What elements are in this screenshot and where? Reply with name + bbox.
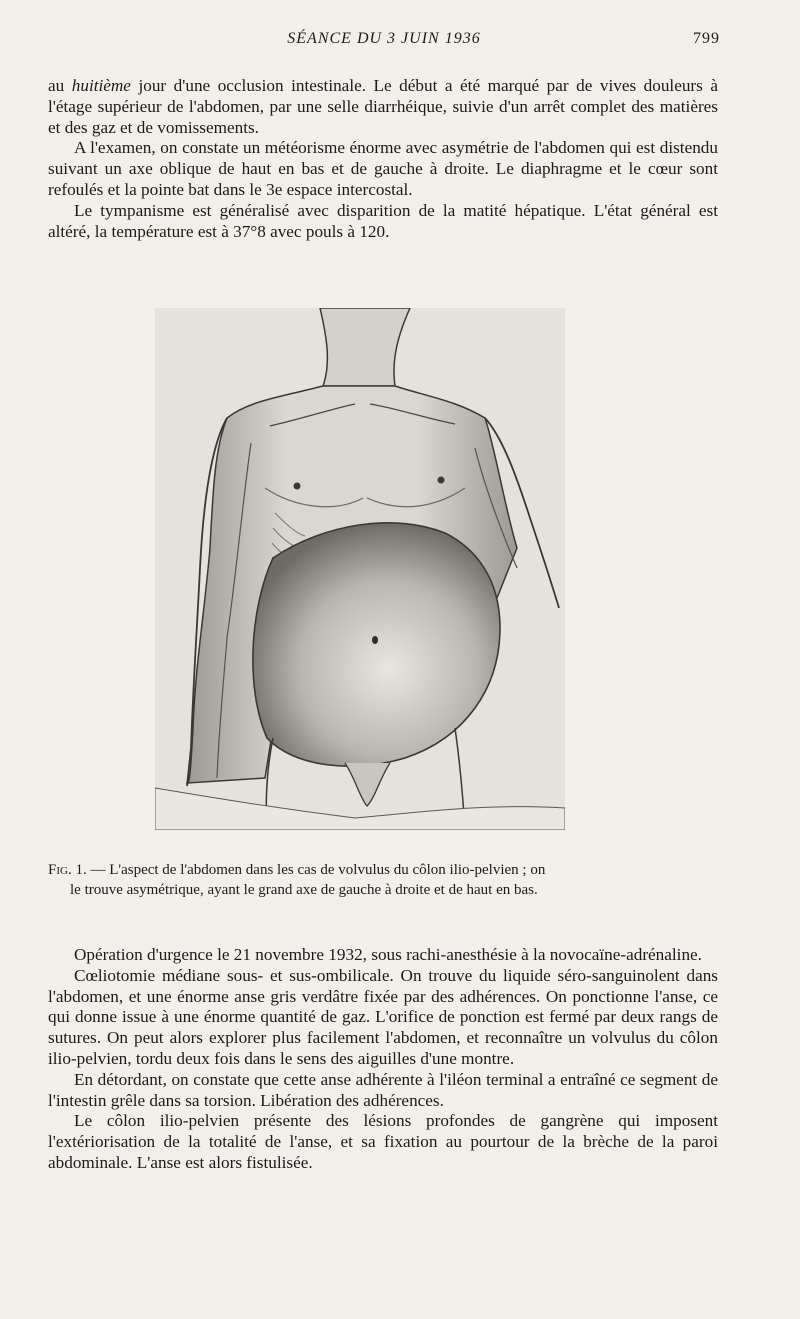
paragraph: Opération d'urgence le 21 novembre 1932, sous rachi-anesthésie à la novocaïne-adrénaline. [74, 945, 702, 964]
running-header [48, 30, 720, 54]
paragraph: Le tympanisme est généralisé avec disparition de la matité hépatique. L'état général est altéré, la température est à 37°8 avec pouls à 120. [48, 200, 718, 241]
caption-text: — L'aspect de l'abdomen dans les cas de volvulus du côlon ilio-pelvien ; on [86, 862, 546, 878]
caption-label: Fig. 1. [48, 862, 87, 878]
caption-line [48, 860, 718, 880]
intro-text [48, 76, 718, 242]
paragraph: A l'examen, on constate un météorisme énorme avec asymétrie de l'abdomen qui est distendu suivant un axe oblique de haut en bas et de gauche à droite. Le diaphragme et le cœur sont refoulés et la pointe bat dans le 3e espace intercostal. [48, 138, 718, 199]
torso-drawing [155, 308, 565, 830]
text-run: jour d'une occlusion intestinale. Le début a été marqué par de vives douleurs à l'étage supérieur de l'abdomen, par une selle diarrhéique, suivie d'un arrêt complet des matières et des gaz et de vomissements. [48, 76, 718, 137]
text-run: au [48, 76, 72, 95]
body-text [48, 945, 718, 1174]
page-number: 799 [693, 30, 720, 47]
header-title: SÉANCE DU 3 JUIN 1936 [287, 30, 481, 47]
emphasis: huitième [71, 76, 131, 95]
caption-line: le trouve asymétrique, ayant le grand axe de gauche à droite et de haut en bas. [70, 882, 538, 898]
paragraph [48, 76, 718, 138]
paragraph: En détordant, on constate que cette anse adhérente à l'iléon terminal a entraîné ce segment de l'intestin grêle dans sa torsion. Libération des adhérences. [48, 1069, 718, 1110]
paragraph: Le côlon ilio-pelvien présente des lésions profondes de gangrène qui imposent l'extériorisation de la totalité de l'anse, et sa fixation au pourtour de la brèche de la paroi abdominale. L'anse est alors fistulisée. [48, 1111, 718, 1172]
paragraph: Cœliotomie médiane sous- et sus-ombilicale. On trouve du liquide séro-sanguinolent dans l'abdomen, et une énorme anse gris verdâtre fixée par des adhérences. On ponctionne l'anse, ce qui donne issue à une énorme quantité de gaz. L'orifice de ponction est fermé par deux rangs de sutures. On peut alors explorer plus facilement l'abdomen, et reconnaître un volvulus du côlon ilio-pelvien, tordu deux fois dans le sens des aiguilles d'une montre. [48, 965, 718, 1068]
figure-illustration [155, 308, 565, 830]
figure-caption [48, 860, 718, 900]
